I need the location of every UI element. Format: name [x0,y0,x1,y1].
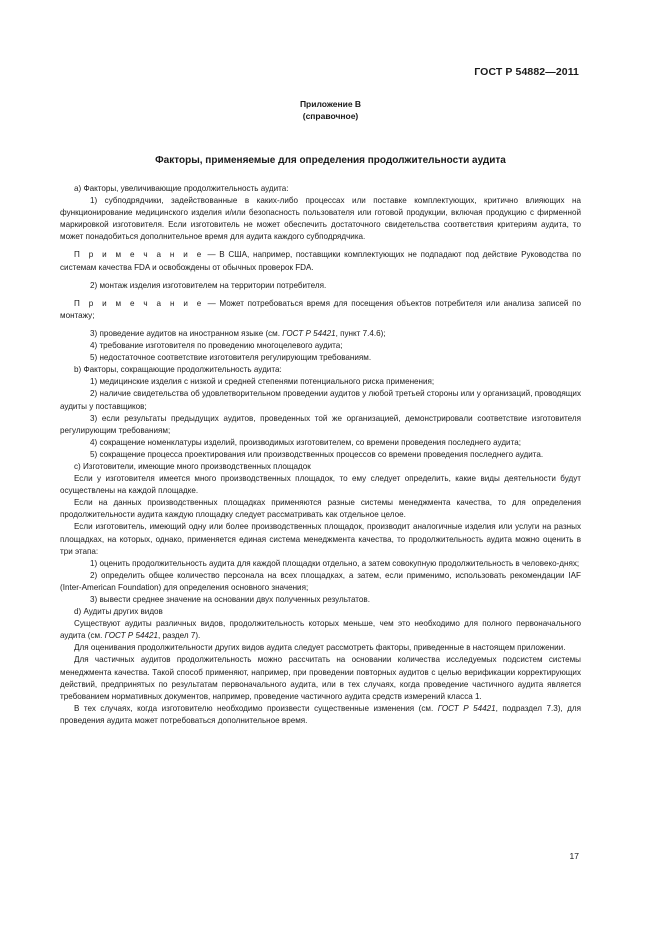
paragraph-text: 2) определить общее количество персонала на всех площадках, а затем, если применимо, использовать рекомендации IAF (Inter-American Foundation) для определения основного значения; [60,570,581,592]
paragraph-text: — В США, например, поставщики комплектующих не подпадают под действие Руководства по системам качества FDA и освобождены от обычных проверок FDA. [60,250,581,272]
paragraph-text: В тех случаях, когда изготовителю необходимо произвести существенные изменения (см. [74,703,438,713]
paragraph-text: d) Аудиты других видов [74,607,163,617]
paragraph [60,183,581,195]
paragraph-text: Для оценивания продолжительности других видов аудита следует рассмотреть факторы, приведенные в настоящем приложении. [74,643,566,653]
paragraph [60,497,581,521]
standard-reference: ГОСТ Р 54421 [104,631,158,641]
paragraph-text: , пункт 7.4.6); [335,328,386,338]
standard-code: ГОСТ Р 54882—2011 [474,66,579,78]
paragraph [60,570,581,594]
standard-reference: ГОСТ Р 54421 [437,703,496,713]
paragraph [60,618,581,642]
paragraph [60,449,581,461]
paragraph [60,352,581,364]
paragraph [60,388,581,412]
paragraph-text: Если на данных производственных площадках применяются разные системы менеджмента качества, то для определения продолжительности аудита каждую площадку следует рассматривать как отдельное целое. [60,498,581,520]
paragraph [60,298,581,322]
paragraph [60,437,581,449]
paragraph-text: Если изготовитель, имеющий одну или более производственных площадок, производит аналогичные изделия или услуги на разных площадках, на которых, однако, применяется единая система менеджмента качества, то продолжительность аудита можно оценить в три этапа: [60,522,581,556]
paragraph-text: — Может потребоваться время для посещения объектов потребителя или анализа записей по монтажу; [60,298,581,320]
paragraph-text: 3) проведение аудитов на иностранном языке (см. [90,328,283,338]
paragraph-text: 5) недостаточное соответствие изготовителя регулирующим требованиям. [90,353,372,363]
paragraph [60,249,581,273]
annex-heading [0,98,661,122]
paragraph [60,413,581,437]
paragraph [60,340,581,352]
standard-reference: ГОСТ Р 54421 [282,328,336,338]
annex-title: Приложение В [299,99,362,109]
note-label: П р и м е ч а н и е [74,298,204,308]
paragraph-text: 3) если результаты предыдущих аудитов, проведенных той же организацией, демонстрировали соответствие изготовителя регулирующим требованиям; [60,413,581,435]
paragraph-text: 2) наличие свидетельства об удовлетворительном проведении аудитов у любой третьей стороны или у организаций, проводящих аудиты у поставщиков; [60,389,581,411]
paragraph [60,703,581,727]
note-label: П р и м е ч а н и е [74,250,204,260]
paragraph-text: Для частичных аудитов продолжительность можно рассчитать на основании количества исследуемых подсистем системы менеджмента качества. Такой способ применяют, например, при проведении повторных аудитов с целью верификации корректирующих действий, предпринятых по результатам первоначального аудита, или в тех случаях, когда проведение частичного аудита является требованием нормативных документов, например, проведение частичного аудита средств измерений класса 1. [60,655,581,701]
paragraph [60,461,581,473]
paragraph [60,364,581,376]
paragraph [60,558,581,570]
document-body [60,183,581,727]
paragraph-text: , раздел 7). [157,631,201,641]
paragraph-text: , подраздел 7.3), для проведения аудита может потребоваться дополнительное время. [60,703,581,725]
paragraph-text: 2) монтаж изделия изготовителем на территории потребителя. [90,280,327,290]
paragraph [60,642,581,654]
paragraph-text: а) Факторы, увеличивающие продолжительность аудита: [74,184,289,193]
paragraph-text: b) Факторы, сокращающие продолжительность аудита: [74,365,282,375]
paragraph-text: 5) сокращение процесса проектирования или производственных процессов со времени проведения последнего аудита. [90,449,544,459]
paragraph [60,328,581,340]
paragraph-text: 4) сокращение номенклатуры изделий, производимых изготовителем, со времени проведения последнего аудита; [90,437,521,447]
paragraph [60,195,581,243]
paragraph [60,473,581,497]
document-title: Факторы, применяемые для определения продолжительности аудита [155,155,506,166]
paragraph [60,654,581,702]
paragraph [60,280,581,292]
page-number: 17 [569,851,579,861]
paragraph-text: 1) медицинские изделия с низкой и средней степенями потенциального риска применения; [90,377,435,387]
annex-subtitle: (справочное) [302,111,359,121]
paragraph-text: Существуют аудиты различных видов, продолжительность которых меньше, чем это необходимо для полного первоначального аудита (см. [60,619,581,641]
paragraph [60,521,581,557]
paragraph-text: 1) оценить продолжительность аудита для каждой площадки отдельно, а затем совокупную продолжительность в человеко-днях; [90,558,580,568]
paragraph-text: Если у изготовителя имеется много производственных площадок, то ему следует определить, какие виды деятельности будут осуществлены на каждой площадке. [60,474,581,496]
paragraph-text: c) Изготовители, имеющие много производственных площадок [74,461,311,471]
paragraph [60,606,581,618]
paragraph-text: 4) требование изготовителя по проведению многоцелевого аудита; [90,341,343,351]
paragraph [60,594,581,606]
paragraph [60,376,581,388]
paragraph-text: 3) вывести среднее значение на основании двух полученных результатов. [90,595,370,604]
paragraph-text: 1) субподрядчики, задействованные в каких-либо процессах или поставке комплектующих, критично влияющих на функционирование медицинского изделия и/или безопасность пользователя или готовой продукции, включая продукцию с фирменной маркировкой изготовителя. Если изготовитель не может обеспечить достаточного свидетельства соответствия критериям аудита, то может понадобиться дополнительное время для аудита каждого субподрядчика. [60,196,581,242]
